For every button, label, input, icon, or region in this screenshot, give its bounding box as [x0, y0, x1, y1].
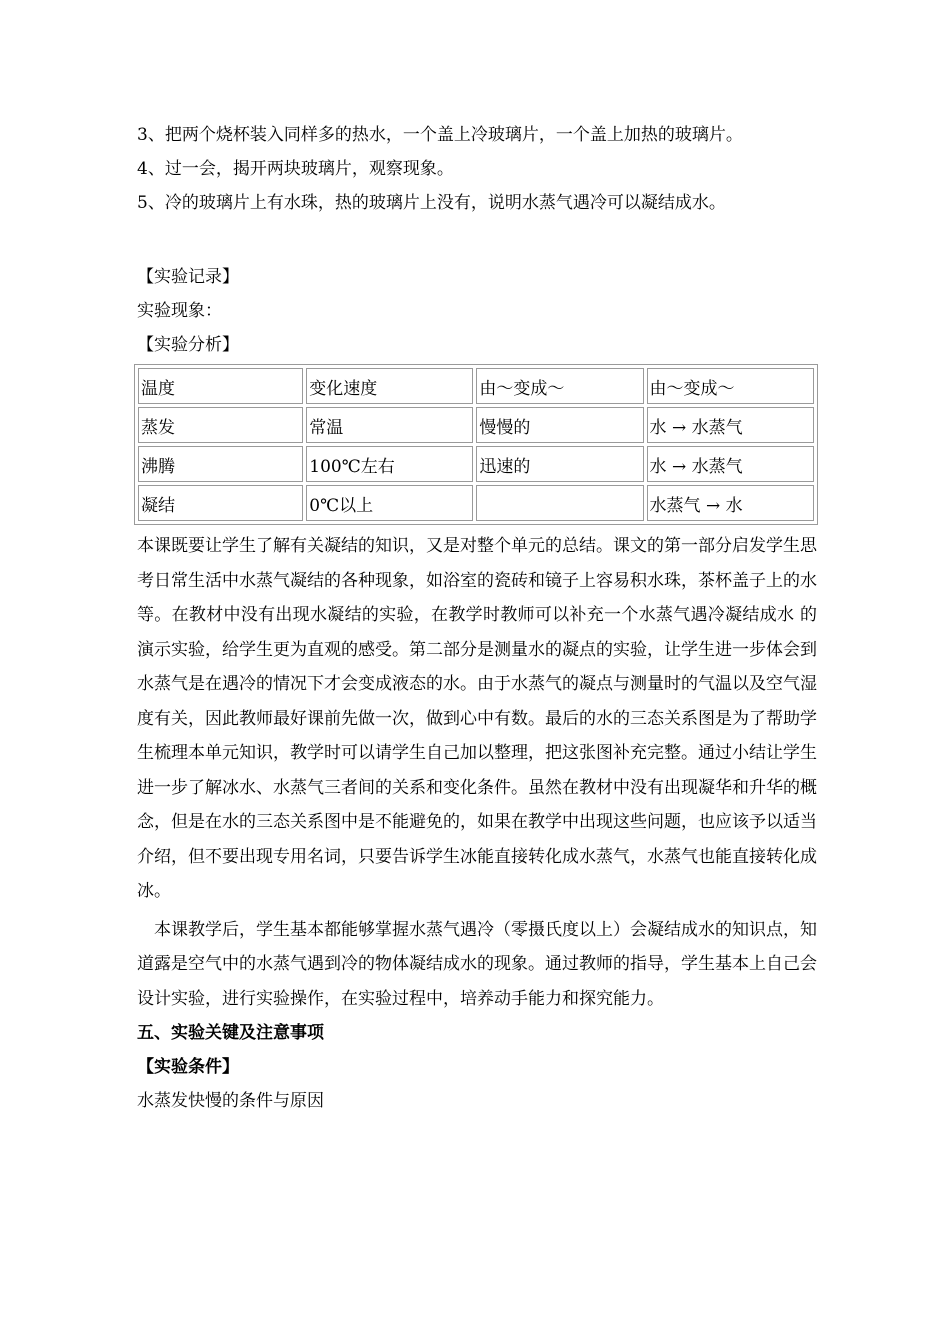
table-cell: 沸腾	[138, 446, 303, 482]
table-cell: 变化速度	[306, 368, 473, 404]
table-row	[138, 446, 814, 482]
conditions-heading: 【实验条件】	[137, 1057, 239, 1077]
step-5: 5、冷的玻璃片上有水珠，热的玻璃片上没有，说明水蒸气遇冷可以凝结成水。	[137, 193, 726, 213]
table-cell: 凝结	[138, 485, 303, 521]
table-cell: 常温	[306, 407, 473, 443]
table-cell: 水 → 水蒸气	[647, 446, 814, 482]
table-cell	[476, 485, 643, 521]
analysis-table	[134, 364, 818, 525]
analysis-heading: 【实验分析】	[137, 335, 239, 355]
table-cell: 0℃以上	[306, 485, 473, 521]
summary-paragraph: 本课既要让学生了解有关凝结的知识，又是对整个单元的总结。课文的第一部分启发学生思考日常生活中水蒸气凝结的各种现象，如浴室的瓷砖和镜子上容易积水珠，茶杯盖子上的水等。在教材中没有出现水凝结的实验，在教学时教师可以补充一个水蒸气遇冷凝结成水 的演示实验，给学生更为直观的感受。第二部分是测量水的凝点的实验，让学生进一步体会到水蒸气是在遇冷的情况下才会变成液态的水。由于水蒸气的凝点与测量时的气温以及空气湿度有关，因此教师最好课前先做一次，做到心中有数。最后的水的三态关系图是为了帮助学生梳理本单元知识，教学时可以请学生自己加以整理，把这张图补充完整。通过小结让学生进一步了解冰水、水蒸气三者间的关系和变化条件。虽然在教材中没有出现凝华和升华的概念，但是在水的三态关系图中是不能避免的，如果在教学中出现这些问题，也应该予以适当介绍，但不要出现专用名词，只要告诉学生冰能直接转化成水蒸气，水蒸气也能直接转化成冰。	[137, 536, 817, 901]
conditions-text: 水蒸发快慢的条件与原因	[137, 1091, 324, 1111]
step-4: 4、过一会，揭开两块玻璃片，观察现象。	[137, 159, 454, 179]
step-3: 3、把两个烧杯装入同样多的热水，一个盖上冷玻璃片，一个盖上加热的玻璃片。	[137, 125, 743, 145]
table-cell: 迅速的	[476, 446, 643, 482]
spacer	[137, 220, 817, 260]
table-cell: 慢慢的	[476, 407, 643, 443]
table-row	[138, 368, 814, 404]
document-page	[137, 118, 817, 1118]
record-heading: 【实验记录】	[137, 267, 239, 287]
table-row	[138, 407, 814, 443]
table-cell: 由～变成～	[647, 368, 814, 404]
table-row	[138, 485, 814, 521]
table-cell: 蒸发	[138, 407, 303, 443]
section-5-heading: 五、实验关键及注意事项	[137, 1023, 324, 1043]
table-cell: 由～变成～	[476, 368, 643, 404]
table-cell: 100℃左右	[306, 446, 473, 482]
table-cell: 温度	[138, 368, 303, 404]
table-cell: 水蒸气 → 水	[647, 485, 814, 521]
outcome-paragraph: 本课教学后，学生基本都能够掌握水蒸气遇冷（零摄氏度以上）会凝结成水的知识点，知道露是空气中的水蒸气遇到冷的物体凝结成水的现象。通过教师的指导，学生基本上自己会设计实验，进行实验操作，在实验过程中，培养动手能力和探究能力。	[137, 919, 817, 1009]
phenomenon-label: 实验现象：	[137, 301, 222, 321]
table-cell: 水 → 水蒸气	[647, 407, 814, 443]
